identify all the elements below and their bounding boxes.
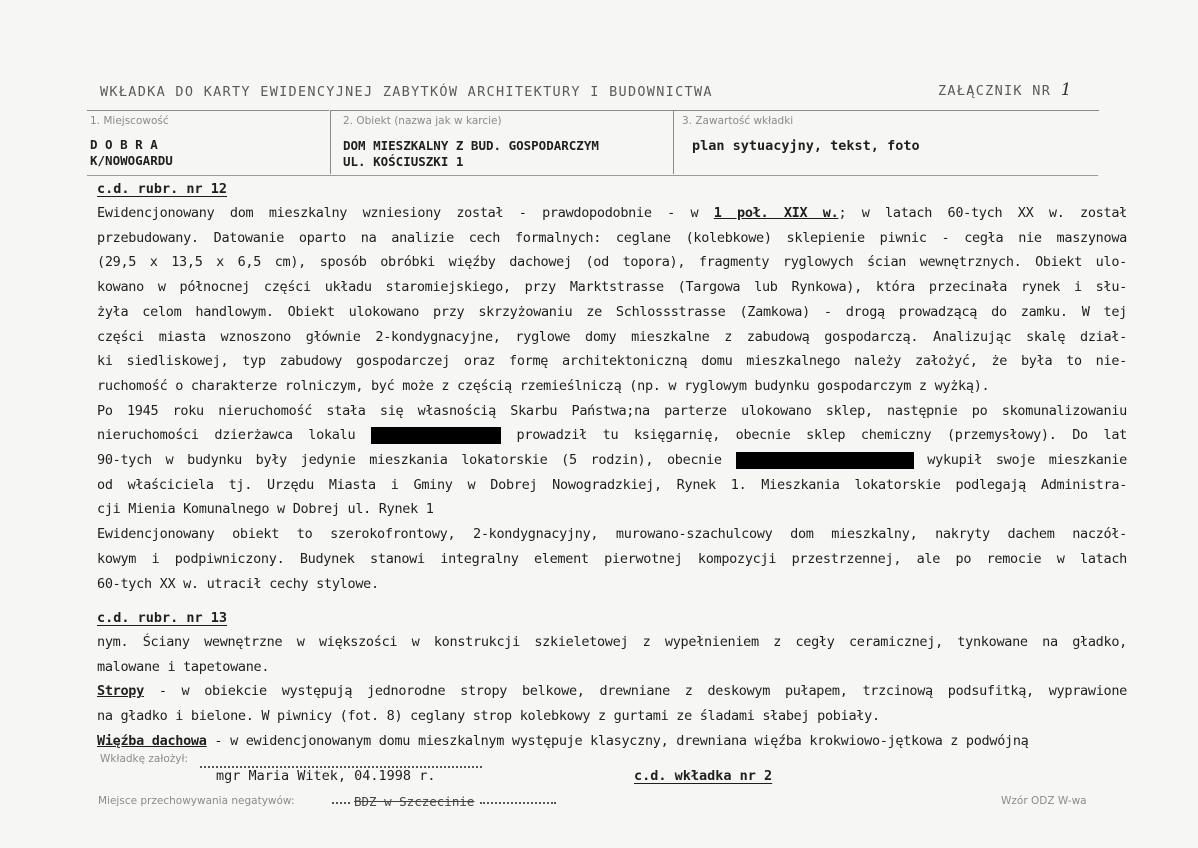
text-line: malowane i tapetowane. — [97, 658, 270, 675]
field-locality-label: 1. Miejscowość — [90, 115, 169, 127]
text-line: ruchomość o charakterze rolniczym, być może z częścią rzemieślniczą (np. w ryglowym budynku gospodarczym z wyżką). — [97, 377, 990, 394]
section-12-heading: c.d. rubr. nr 12 — [97, 181, 228, 197]
text-line: nieruchomości dzierżawca lokalu prowadził tu księgarnię, obecnie sklep chemiczny (przemysłowy). Do lat — [97, 427, 1127, 444]
section-13-text — [97, 630, 1127, 754]
annex-label — [938, 80, 1073, 100]
field-contents-value: plan sytuacyjny, tekst, foto — [692, 138, 920, 154]
text-line: ki siedliskowej, typ zabudowy gospodarczej oraz formę architektoniczną domu mieszkalnego należy założyć, że była to nie- — [97, 353, 1127, 370]
field-locality — [87, 110, 329, 174]
insert-author-label: Wkładkę założył: — [100, 753, 189, 765]
negatives-label: Miejsce przechowywania negatywów: — [98, 795, 295, 807]
text-line: od właściciela tj. Urzędu Miasta i Gminy w Dobrej Nowogradzkiej, Rynek 1. Mieszkania lokatorskie podlegają Administra- — [97, 476, 1127, 493]
emphasized-term: 1 poł. XIX w. — [713, 205, 839, 221]
header-divider — [87, 175, 1098, 176]
redaction-bar — [736, 452, 914, 469]
section-13-heading: c.d. rubr. nr 13 — [97, 610, 228, 626]
field-object-value: DOM MIESZKALNY Z BUD. GOSPODARCZYM UL. KOŚCIUSZKI 1 — [343, 138, 599, 169]
annex-number: 1 — [1060, 80, 1073, 100]
annex-label-text: ZAŁĄCZNIK NR — [938, 83, 1052, 99]
negatives-location: BDZ w Szczecinie — [354, 794, 475, 809]
redaction-bar — [371, 427, 501, 444]
text-line: na gładko i bielone. W piwnicy (fot. 8) ceglany strop kolebkowy z gurtami ze śladami słabej pobiały. — [97, 708, 880, 725]
negatives-dots-left — [332, 802, 350, 804]
field-object — [330, 110, 673, 174]
text-line: Po 1945 roku nieruchomość stała się własnością Skarbu Państwa;na parterze ulokowano sklep, następnie po skomunalizowaniu — [97, 402, 1127, 419]
insert-author: mgr Maria Witek, 04.1998 r. — [216, 768, 436, 784]
text-line: 60-tych XX w. utracił cechy stylowe. — [97, 575, 379, 592]
text-line: 90-tych w budynku były jedynie mieszkania lokatorskie (5 rodzin), obecnie wykupił swoje mieszkanie — [97, 452, 1128, 469]
text-line: (29,5 x 13,5 x 6,5 cm), sposób obróbki więźby dachowej (od topora), fragmenty ryglowych ścian wewnętrznych. Obiekt ulo- — [97, 254, 1127, 271]
text-line: kowano w północnej części układu staromiejskiego, przy Marktstrasse (Targowa lub Rynkowa), która przecinała rynek i słu- — [97, 279, 1127, 296]
negatives-dots-right — [480, 802, 556, 804]
emphasized-term: Więźba dachowa — [97, 732, 207, 749]
form-template-label: Wzór ODZ W-wa — [1001, 795, 1087, 807]
text-line: kowym i podpiwniczony. Budynek stanowi integralny element pierwotnej kompozycji przestrzennej, ale po remocie w latach — [97, 550, 1127, 567]
section-12-text — [97, 201, 1127, 596]
emphasized-term: Stropy — [97, 683, 144, 700]
text-line: Ewidencjonowany obiekt to szerokofrontowy, 2-kondygnacyjny, murowano-szachulcowy dom mieszkalny, nakryty dachem naczół- — [97, 526, 1127, 543]
field-contents — [673, 110, 1099, 174]
continued-insert: c.d. wkładka nr 2 — [634, 768, 773, 784]
form-title: WKŁADKA DO KARTY EWIDENCYJNEJ ZABYTKÓW ARCHITEKTURY I BUDOWNICTWA — [100, 84, 713, 100]
text-line: części miasta wznoszono głównie 2-kondygnacyjne, ryglowe domy mieszkalne z zabudową gospodarczą. Analizując skalę dział- — [97, 328, 1127, 345]
text-line: przebudowany. Datowanie oparto na analizie cech formalnych: ceglane (kolebkowe) sklepienie piwnic - cegła nie maszynowa — [97, 229, 1127, 246]
field-contents-label: 3. Zawartość wkładki — [682, 115, 794, 127]
field-object-label: 2. Obiekt (nazwa jak w karcie) — [343, 115, 502, 127]
text-line: Więźba dachowa - w ewidencjonowanym domu mieszkalnym występuje klasyczny, drewniana więźba krokwiowo-jętkowa z podwójną — [97, 732, 1029, 749]
text-line: cji Mienia Komunalnego w Dobrej ul. Rynek 1 — [97, 501, 434, 518]
text-line: nym. Ściany wewnętrzne w większości w konstrukcji szkieletowej z wypełnieniem z cegły ceramicznej, tynkowane na gładko, — [97, 634, 1127, 650]
text-line: Stropy - w obiekcie występują jednorodne stropy belkowe, drewniane z deskowym pułapem, trzcinową podsufitką, wyprawione — [97, 683, 1127, 700]
field-locality-value: D O B R A K/NOWOGARDU — [90, 137, 173, 168]
text-line: Ewidencjonowany dom mieszkalny wzniesiony został - prawdopodobnie - w 1 poł. XIX w.; w latach 60-tych XX w. został — [97, 205, 1127, 221]
text-line: żyła celom handlowym. Obiekt ulokowano przy skrzyżowaniu ze Schlossstrasse (Zamkowa) - drogą prowadzącą do zamku. W tej — [97, 303, 1127, 320]
